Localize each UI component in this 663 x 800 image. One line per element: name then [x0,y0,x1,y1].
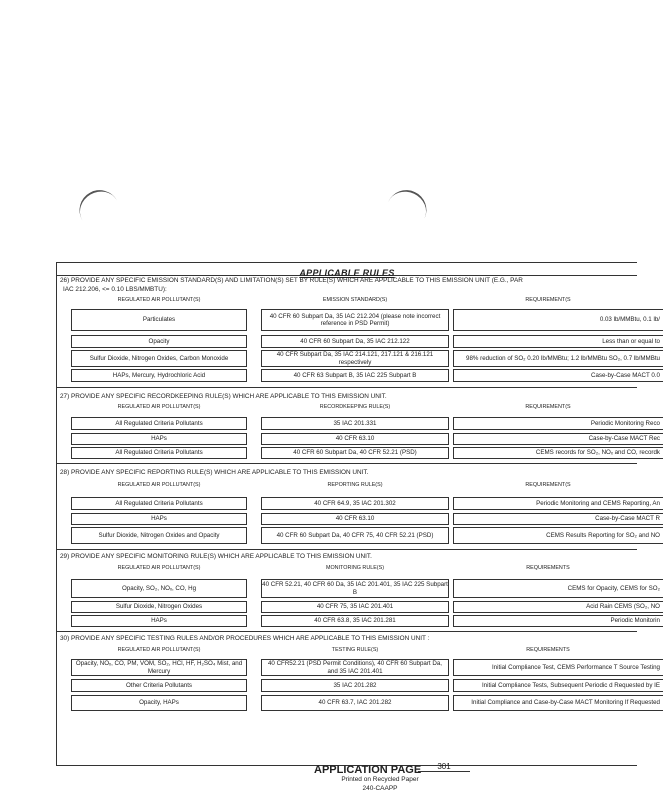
section-30-table-cell: 35 IAC 201.282 [261,679,449,692]
section-29-table-cell: Periodic Monitorin [453,615,663,627]
footer-page-label: APPLICATION PAGE [314,764,422,776]
section-26-table-cell: Opacity [71,335,247,348]
section-29-question: 29) PROVIDE ANY SPECIFIC MONITORING RULE(S) WHICH ARE APPLICABLE TO THIS EMISSION UNIT. [60,553,372,560]
section-27-table-cell: All Regulated Criteria Pollutants [71,417,247,430]
section-29-table-cell: 40 CFR 52.21, 40 CFR 60 Da, 35 IAC 201.401, 35 IAC 225 Subpart B [261,579,449,598]
section-28-table-cell: 40 CFR 64.9, 35 IAC 201.302 [261,497,449,510]
form-title-bar [57,263,637,276]
section-30-table-cell: Initial Compliance Test, CEMS Performance T Source Testing [453,659,663,676]
section-28-table-cell: Case-by-Case MACT R [453,513,663,525]
section-divider [57,549,637,550]
section-29-table-cell: 40 CFR 63.8, 35 IAC 201.281 [261,615,449,627]
section-30-table-cell: 40 CFR 63.7, IAC 201.282 [261,695,449,711]
section-26-column-header: REGULATED AIR POLLUTANT(S) [117,297,201,303]
section-26-table-cell: 0.03 lb/MMBtu, 0.1 lb/ [453,309,663,331]
section-27-table-cell: All Regulated Criteria Pollutants [71,447,247,459]
section-28-question: 28) PROVIDE ANY SPECIFIC REPORTING RULE(S) WHICH ARE APPLICABLE TO THIS EMISSION UNIT. [60,469,369,476]
section-divider [57,463,637,464]
section-27-table-cell: 35 IAC 201.331 [261,417,449,430]
section-30-table-cell: Initial Compliance Tests, Subsequent Periodic d Requested by IE [453,679,663,692]
section-divider [57,387,637,388]
section-30-column-header: TESTING RULE(S) [331,647,379,653]
section-30-column-header: REGULATED AIR POLLUTANT(S) [117,647,201,653]
section-27-column-header: REQUIREMENT(S [525,404,571,410]
section-28-column-header: REPORTING RULE(S) [327,482,383,488]
section-27-column-header: REGULATED AIR POLLUTANT(S) [117,404,201,410]
section-26-question: 26) PROVIDE ANY SPECIFIC EMISSION STANDARD(S) AND LIMITATION(S) SET BY RULE(S) WHICH ARE APPLICABLE TO THIS EMISSION UNIT (E.G., PAR [60,277,523,284]
section-30-table-cell: Initial Compliance and Case-by-Case MACT Monitoring If Requested [453,695,663,711]
section-27-table-cell: CEMS records for SO₂, NOₓ and CO, recordk [453,447,663,459]
section-27-table-cell: 40 CFR 60 Subpart Da, 40 CFR 52.21 (PSD) [261,447,449,459]
section-26-column-header: EMISSION STANDARD(S) [322,297,388,303]
footer-page-number: 301 [418,762,470,772]
section-28-column-header: REGULATED AIR POLLUTANT(S) [117,482,201,488]
section-29-table-cell: HAPs [71,615,247,627]
section-29-column-header: REQUIREMENTS [526,565,570,571]
section-26-column-header: REQUIREMENT(S [525,297,571,303]
section-28-table-cell: CEMS Results Reporting for SO₂ and NO [453,527,663,544]
section-26-table-cell: HAPs, Mercury, Hydrochloric Acid [71,369,247,382]
section-30-table-cell: Opacity, HAPs [71,695,247,711]
section-29-table-cell: CEMS for Opacity, CEMS for SO₂ [453,579,663,598]
section-27-table-cell: HAPs [71,433,247,445]
section-30-table-cell: Opacity, NOₓ, CO, PM, VOM, SO₂, HCl, HF, H₂SO₄ Mist, and Mercury [71,659,247,676]
section-30-table-cell: Other Criteria Pollutants [71,679,247,692]
section-28-column-header: REQUIREMENT(S [525,482,571,488]
section-27-column-header: RECORDKEEPING RULE(S) [319,404,391,410]
applicable-rules-form [56,262,660,766]
footer-form-code: 240-CAAPP [362,785,398,792]
section-26-table-cell: 40 CFR 60 Subpart Da, 35 IAC 212.204 (please note incorrect reference in PSD Permit) [261,309,449,331]
section-29-column-header: REGULATED AIR POLLUTANT(S) [117,565,201,571]
section-26-table-cell: Case-by-Case MACT 0.0 [453,369,663,382]
section-29-table-cell: 40 CFR 75, 35 IAC 201.401 [261,601,449,613]
section-29-table-cell: Sulfur Dioxide, Nitrogen Oxides [71,601,247,613]
section-26-table-cell: 40 CFR 63 Subpart B, 35 IAC 225 Subpart B [261,369,449,382]
section-28-table-cell: 40 CFR 60 Subpart Da, 40 CFR 75, 40 CFR 52.21 (PSD) [261,527,449,544]
section-28-table-cell: Periodic Monitoring and CEMS Reporting, An [453,497,663,510]
section-26-table-cell: 40 CFR Subpart Da, 35 IAC 214.121, 217.121 & 216.121 respectively [261,350,449,367]
section-27-table-cell: Periodic Monitoring Reco [453,417,663,430]
section-26-table-cell: 98% reduction of SO₂ 0.20 lb/MMBtu; 1.2 lb/MMBtu SO₂, 0.7 lb/MMBtu [453,350,663,367]
section-30-question: 30) PROVIDE ANY SPECIFIC TESTING RULES AND/OR PROCEDURES WHICH ARE APPLICABLE TO THIS EMISSION UNIT : [60,635,430,642]
section-28-table-cell: Sulfur Dioxide, Nitrogen Oxides and Opacity [71,527,247,544]
section-28-table-cell: 40 CFR 63.10 [261,513,449,525]
section-26-question-line2: IAC 212.206, <= 0.10 LBS/MMBTU): [63,286,167,293]
section-27-question: 27) PROVIDE ANY SPECIFIC RECORDKEEPING RULE(S) WHICH ARE APPLICABLE TO THIS EMISSION UNIT. [60,393,387,400]
section-27-table-cell: Case-by-Case MACT Rec [453,433,663,445]
section-30-column-header: REQUIREMENTS [526,647,570,653]
section-27-table-cell: 40 CFR 63.10 [261,433,449,445]
section-28-table-cell: HAPs [71,513,247,525]
section-29-table-cell: Acid Rain CEMS (SO₂, NO [453,601,663,613]
section-28-table-cell: All Regulated Criteria Pollutants [71,497,247,510]
section-26-table-cell: 40 CFR 60 Subpart Da, 35 IAC 212.122 [261,335,449,348]
section-29-table-cell: Opacity, SO₂, NOₓ, CO, Hg [71,579,247,598]
section-30-table-cell: 40 CFR52.21 (PSD Permit Conditions), 40 CFR 60 Subpart Da, and 35 IAC 201.401 [261,659,449,676]
hole-punch-arc-left [72,183,128,239]
hole-punch-arc-right [379,184,433,239]
section-divider [57,631,637,632]
section-26-table-cell: Sulfur Dioxide, Nitrogen Oxides, Carbon Monoxide [71,350,247,367]
footer-recycled-note: Printed on Recycled Paper [341,776,419,783]
section-29-column-header: MONITORING RULE(S) [325,565,384,571]
section-26-table-cell: Less than or equal to [453,335,663,348]
form-title: APPLICABLE RULES [299,268,395,278]
section-26-table-cell: Particulates [71,309,247,331]
